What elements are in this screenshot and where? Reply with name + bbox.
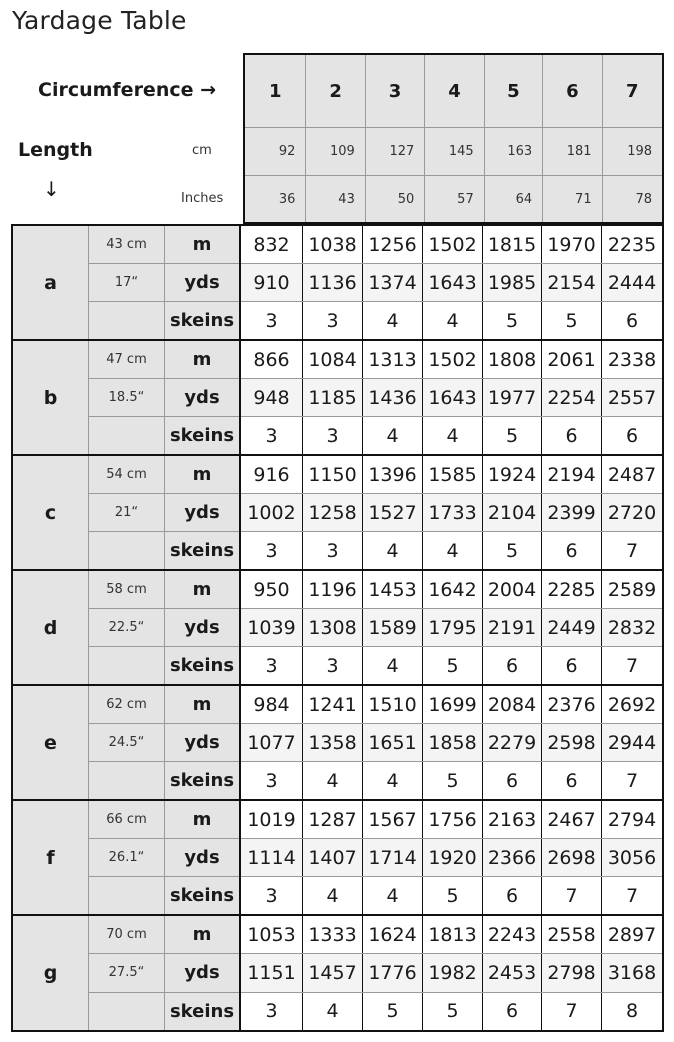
- length-dimensions: [89, 226, 165, 339]
- circumference-inches-cell-7: 78: [602, 176, 662, 222]
- value-cell: 2254: [541, 379, 601, 416]
- value-cell: 1241: [302, 686, 362, 723]
- value-cell: 1567: [362, 801, 422, 838]
- value-cell: 910: [253, 271, 290, 294]
- length-letter: f: [13, 801, 89, 914]
- value-cell: 1185: [302, 379, 362, 416]
- value-cell: 1407: [302, 839, 362, 876]
- value-cell: 1795: [422, 609, 482, 646]
- value-cell: 4: [362, 417, 422, 454]
- value-cell: 7: [601, 532, 662, 569]
- table-row: [241, 839, 662, 877]
- value-cell: 1453: [362, 571, 422, 608]
- value-cell: 1813: [422, 916, 482, 953]
- value-cell: 5: [422, 877, 482, 914]
- value-cell: 2698: [541, 839, 601, 876]
- value-cell: 1624: [362, 916, 422, 953]
- unit-label: yds: [165, 494, 239, 532]
- table-row: [241, 532, 662, 569]
- value-cell: 1258: [302, 494, 362, 531]
- size-header-cell-4: 4: [424, 55, 483, 128]
- value-cell: 1502: [422, 341, 482, 378]
- value-cell: 4: [422, 417, 482, 454]
- inches-unit-label: Inches: [181, 191, 224, 206]
- value-cell: 1924: [482, 456, 541, 493]
- length-inches-cell: 18.5“: [89, 379, 164, 417]
- value-cell: 1114: [247, 846, 296, 869]
- value-cell: 1084: [302, 341, 362, 378]
- value-cell: 2279: [482, 724, 541, 761]
- value-cell: 2944: [601, 724, 662, 761]
- value-grid: [241, 456, 662, 569]
- size-header: [243, 53, 664, 224]
- unit-label: yds: [165, 954, 239, 992]
- value-cell: 2692: [601, 686, 662, 723]
- value-cell: 2104: [482, 494, 541, 531]
- value-cell: 5: [422, 647, 482, 684]
- value-grid: [241, 226, 662, 339]
- value-cell: 6: [482, 762, 541, 799]
- value-cell: 1815: [482, 226, 541, 263]
- unit-label: yds: [165, 724, 239, 762]
- value-cell: 1714: [362, 839, 422, 876]
- value-cell: 2589: [601, 571, 662, 608]
- value-cell: 5: [362, 993, 422, 1030]
- table-row: [241, 916, 662, 954]
- length-dimensions: [89, 916, 165, 1030]
- value-cell: 1985: [482, 264, 541, 301]
- value-cell: 2487: [601, 456, 662, 493]
- value-cell: 2366: [482, 839, 541, 876]
- value-cell: 832: [253, 233, 290, 256]
- value-cell: 1808: [482, 341, 541, 378]
- value-cell: 4: [362, 877, 422, 914]
- table-row: [241, 226, 662, 264]
- unit-label: yds: [165, 839, 239, 877]
- length-group-e: [13, 686, 662, 801]
- value-cell: 948: [253, 386, 290, 409]
- empty-cell: [89, 993, 164, 1030]
- value-cell: 3: [302, 532, 362, 569]
- value-cell: 6: [601, 417, 662, 454]
- unit-label: m: [165, 571, 239, 609]
- length-inches-cell: 24.5“: [89, 724, 164, 762]
- length-letter: d: [13, 571, 89, 684]
- unit-label: m: [165, 456, 239, 494]
- value-cell: 1019: [247, 808, 296, 831]
- value-cell: 1287: [302, 801, 362, 838]
- empty-cell: [89, 877, 164, 914]
- length-group-c: [13, 456, 662, 571]
- unit-column: [165, 916, 241, 1030]
- value-cell: 1313: [362, 341, 422, 378]
- value-cell: 6: [601, 302, 662, 339]
- length-inches-cell: 26.1“: [89, 839, 164, 877]
- value-cell: 4: [422, 532, 482, 569]
- cm-unit-label: cm: [192, 143, 212, 158]
- value-cell: 5: [422, 762, 482, 799]
- size-header-cell-7: 7: [602, 55, 662, 128]
- length-letter: g: [13, 916, 89, 1030]
- circumference-inches-cell-2: 43: [305, 176, 364, 222]
- unit-label: m: [165, 801, 239, 839]
- value-cell: 2444: [601, 264, 662, 301]
- value-cell: 7: [601, 647, 662, 684]
- value-cell: 2897: [601, 916, 662, 953]
- length-letter: a: [13, 226, 89, 339]
- value-cell: 1510: [362, 686, 422, 723]
- unit-column: [165, 341, 241, 454]
- circumference-cm-row: [245, 128, 662, 176]
- value-cell: 3168: [601, 954, 662, 991]
- value-cell: 2194: [541, 456, 601, 493]
- unit-label: skeins: [169, 425, 235, 446]
- value-cell: 3: [265, 424, 278, 447]
- value-cell: 1308: [302, 609, 362, 646]
- value-cell: 2453: [482, 954, 541, 991]
- value-cell: 2832: [601, 609, 662, 646]
- unit-column: [165, 226, 241, 339]
- value-cell: 2285: [541, 571, 601, 608]
- length-dimensions: [89, 801, 165, 914]
- circumference-inches-cell-5: 64: [484, 176, 542, 222]
- value-cell: 1136: [302, 264, 362, 301]
- empty-cell: [89, 302, 164, 339]
- value-cell: 1977: [482, 379, 541, 416]
- value-cell: 1920: [422, 839, 482, 876]
- value-cell: 7: [601, 762, 662, 799]
- value-cell: 984: [253, 693, 290, 716]
- unit-label: skeins: [169, 1000, 235, 1022]
- unit-label: m: [165, 916, 239, 954]
- length-cm-cell: 66 cm: [89, 801, 164, 839]
- value-cell: 1396: [362, 456, 422, 493]
- value-cell: 2163: [482, 801, 541, 838]
- value-cell: 4: [362, 762, 422, 799]
- value-cell: 1436: [362, 379, 422, 416]
- value-cell: 1374: [362, 264, 422, 301]
- value-cell: 3: [302, 302, 362, 339]
- value-cell: 1038: [302, 226, 362, 263]
- value-cell: 866: [253, 348, 290, 371]
- value-cell: 4: [362, 532, 422, 569]
- value-cell: 3: [302, 647, 362, 684]
- unit-label: m: [165, 686, 239, 724]
- table-row: [241, 302, 662, 339]
- unit-label: yds: [165, 379, 239, 417]
- size-header-cell-6: 6: [542, 55, 601, 128]
- value-cell: 2243: [482, 916, 541, 953]
- unit-label: yds: [165, 264, 239, 302]
- value-cell: 3: [265, 1000, 278, 1023]
- value-cell: 2061: [541, 341, 601, 378]
- value-cell: 3: [302, 417, 362, 454]
- value-cell: 1643: [422, 264, 482, 301]
- value-cell: 1982: [422, 954, 482, 991]
- table-row: [241, 379, 662, 417]
- unit-column: [165, 456, 241, 569]
- value-cell: 916: [253, 463, 290, 486]
- value-grid: [241, 686, 662, 799]
- value-cell: 2798: [541, 954, 601, 991]
- value-cell: 2191: [482, 609, 541, 646]
- value-cell: 4: [302, 993, 362, 1030]
- table-row: [241, 877, 662, 914]
- table-row: [241, 456, 662, 494]
- table-row: [241, 264, 662, 302]
- value-cell: 2376: [541, 686, 601, 723]
- size-header-cell-2: 2: [305, 55, 364, 128]
- value-cell: 3056: [601, 839, 662, 876]
- value-cell: 1196: [302, 571, 362, 608]
- value-cell: 2557: [601, 379, 662, 416]
- length-group-f: [13, 801, 662, 916]
- value-cell: 3: [265, 309, 278, 332]
- unit-label: skeins: [169, 540, 235, 561]
- value-cell: 1699: [422, 686, 482, 723]
- length-inches-cell: 17“: [89, 264, 164, 302]
- value-cell: 950: [253, 578, 290, 601]
- table-row: [241, 954, 662, 992]
- table-row: [241, 417, 662, 454]
- length-dimensions: [89, 571, 165, 684]
- unit-label: skeins: [169, 655, 235, 676]
- value-cell: 1642: [422, 571, 482, 608]
- value-cell: 5: [482, 532, 541, 569]
- value-cell: 6: [541, 647, 601, 684]
- value-cell: 4: [362, 647, 422, 684]
- value-cell: 6: [541, 532, 601, 569]
- circumference-cm-cell-7: 198: [602, 128, 662, 176]
- length-letter: b: [13, 341, 89, 454]
- value-cell: 6: [482, 647, 541, 684]
- unit-label: m: [165, 341, 239, 379]
- value-cell: 1776: [362, 954, 422, 991]
- value-cell: 2558: [541, 916, 601, 953]
- circumference-cm-cell-6: 181: [542, 128, 601, 176]
- circumference-cm-cell-5: 163: [484, 128, 542, 176]
- value-cell: 7: [541, 877, 601, 914]
- length-dimensions: [89, 456, 165, 569]
- table-row: [241, 571, 662, 609]
- unit-column: [165, 571, 241, 684]
- value-grid: [241, 801, 662, 914]
- value-cell: 2154: [541, 264, 601, 301]
- value-cell: 2794: [601, 801, 662, 838]
- circumference-cm-cell-4: 145: [424, 128, 483, 176]
- length-dimensions: [89, 341, 165, 454]
- circumference-inches-cell-6: 71: [542, 176, 601, 222]
- empty-cell: [89, 417, 164, 454]
- down-arrow-icon: ↓: [43, 177, 60, 201]
- yardage-table: [11, 224, 664, 1032]
- length-group-d: [13, 571, 662, 686]
- value-cell: 1643: [422, 379, 482, 416]
- unit-label: skeins: [169, 310, 235, 331]
- value-cell: 1256: [362, 226, 422, 263]
- length-letter: c: [13, 456, 89, 569]
- value-cell: 6: [541, 762, 601, 799]
- value-cell: 1585: [422, 456, 482, 493]
- value-cell: 1150: [302, 456, 362, 493]
- circumference-label: Circumference →: [38, 79, 217, 101]
- length-letter: e: [13, 686, 89, 799]
- value-cell: 1858: [422, 724, 482, 761]
- page-title: Yardage Table: [12, 6, 187, 35]
- value-cell: 1333: [302, 916, 362, 953]
- unit-column: [165, 801, 241, 914]
- length-inches-cell: 22.5“: [89, 609, 164, 647]
- circumference-cm-cell-2: 109: [305, 128, 364, 176]
- value-cell: 1457: [302, 954, 362, 991]
- value-cell: 2399: [541, 494, 601, 531]
- value-grid: [241, 916, 662, 1030]
- table-row: [241, 494, 662, 532]
- value-cell: 1002: [247, 501, 296, 524]
- value-cell: 7: [541, 993, 601, 1030]
- size-header-cell-3: 3: [365, 55, 424, 128]
- circumference-cm-cell-3: 127: [365, 128, 424, 176]
- length-dimensions: [89, 686, 165, 799]
- value-cell: 1589: [362, 609, 422, 646]
- value-cell: 3: [265, 769, 278, 792]
- circumference-inches-row: [245, 176, 662, 222]
- value-cell: 2449: [541, 609, 601, 646]
- value-cell: 1077: [247, 731, 296, 754]
- unit-label: yds: [165, 609, 239, 647]
- value-grid: [241, 571, 662, 684]
- value-cell: 2338: [601, 341, 662, 378]
- value-cell: 8: [601, 993, 662, 1030]
- table-row: [241, 724, 662, 762]
- table-row: [241, 341, 662, 379]
- size-header-cell-5: 5: [484, 55, 542, 128]
- unit-label: m: [165, 226, 239, 264]
- length-group-a: [13, 226, 662, 341]
- value-cell: 1970: [541, 226, 601, 263]
- size-number-row: [245, 55, 662, 128]
- value-cell: 2720: [601, 494, 662, 531]
- value-cell: 3: [265, 654, 278, 677]
- value-cell: 5: [482, 417, 541, 454]
- length-inches-cell: 21“: [89, 494, 164, 532]
- length-inches-cell: 27.5“: [89, 954, 164, 992]
- length-cm-cell: 58 cm: [89, 571, 164, 609]
- value-cell: 2004: [482, 571, 541, 608]
- value-cell: 1502: [422, 226, 482, 263]
- value-cell: 1053: [247, 923, 296, 946]
- value-cell: 3: [265, 539, 278, 562]
- unit-label: skeins: [169, 770, 235, 791]
- value-cell: 6: [482, 993, 541, 1030]
- value-cell: 6: [482, 877, 541, 914]
- value-cell: 1151: [247, 961, 296, 984]
- length-cm-cell: 54 cm: [89, 456, 164, 494]
- value-cell: 1756: [422, 801, 482, 838]
- length-cm-cell: 47 cm: [89, 341, 164, 379]
- value-cell: 4: [302, 762, 362, 799]
- table-row: [241, 647, 662, 684]
- table-row: [241, 993, 662, 1030]
- length-label: Length: [18, 139, 93, 161]
- value-cell: 1733: [422, 494, 482, 531]
- empty-cell: [89, 762, 164, 799]
- circumference-cm-cell-1: 92: [245, 128, 305, 176]
- value-cell: 4: [302, 877, 362, 914]
- value-cell: 1651: [362, 724, 422, 761]
- length-cm-cell: 43 cm: [89, 226, 164, 264]
- length-cm-cell: 70 cm: [89, 916, 164, 954]
- value-cell: 1527: [362, 494, 422, 531]
- value-cell: 7: [601, 877, 662, 914]
- table-row: [241, 801, 662, 839]
- value-cell: 1039: [247, 616, 296, 639]
- circumference-inches-cell-3: 50: [365, 176, 424, 222]
- table-row: [241, 686, 662, 724]
- value-cell: 2598: [541, 724, 601, 761]
- value-cell: 2084: [482, 686, 541, 723]
- value-cell: 4: [362, 302, 422, 339]
- table-row: [241, 609, 662, 647]
- value-cell: 5: [482, 302, 541, 339]
- empty-cell: [89, 647, 164, 684]
- value-cell: 3: [265, 884, 278, 907]
- table-row: [241, 762, 662, 799]
- length-group-b: [13, 341, 662, 456]
- value-grid: [241, 341, 662, 454]
- length-group-g: [13, 916, 662, 1030]
- value-cell: 2467: [541, 801, 601, 838]
- value-cell: 5: [541, 302, 601, 339]
- circumference-inches-cell-4: 57: [424, 176, 483, 222]
- unit-column: [165, 686, 241, 799]
- empty-cell: [89, 532, 164, 569]
- value-cell: 2235: [601, 226, 662, 263]
- value-cell: 5: [422, 993, 482, 1030]
- unit-label: skeins: [169, 885, 235, 906]
- value-cell: 1358: [302, 724, 362, 761]
- size-header-cell-1: 1: [245, 55, 305, 128]
- value-cell: 4: [422, 302, 482, 339]
- length-cm-cell: 62 cm: [89, 686, 164, 724]
- circumference-inches-cell-1: 36: [278, 191, 296, 207]
- value-cell: 6: [541, 417, 601, 454]
